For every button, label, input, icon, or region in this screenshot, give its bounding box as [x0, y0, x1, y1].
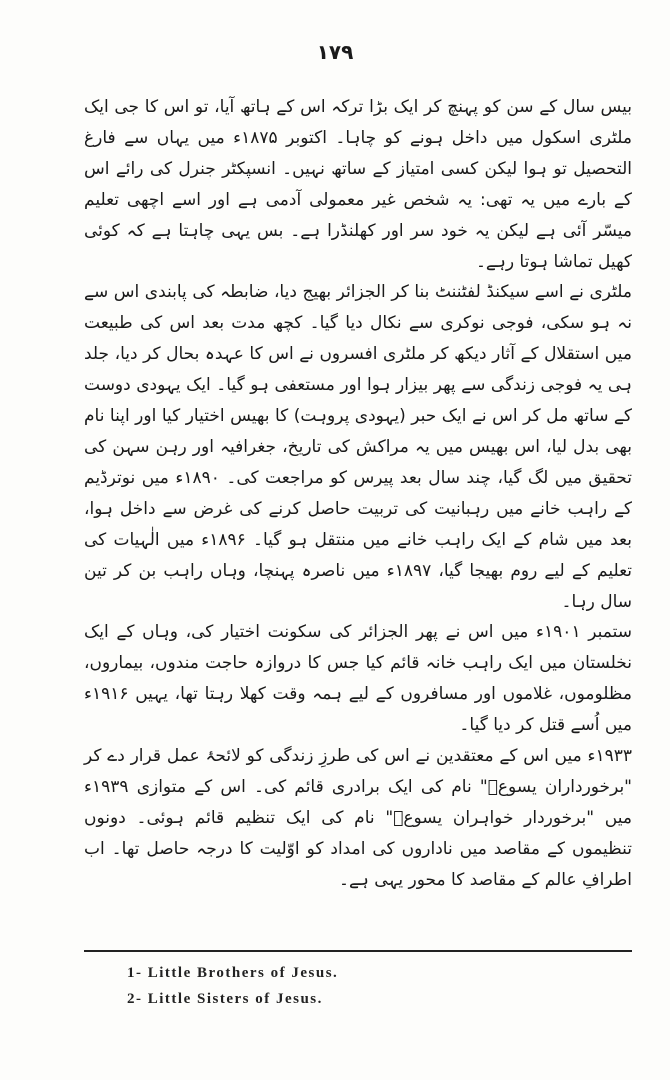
page-number: ۱۷۹ — [316, 40, 354, 64]
paragraph-1: بیس سال کے سن کو پہنچ کر ایک بڑا ترکہ اس کے ہاتھ آیا، تو اس کا جی ایک ملٹری اسکول میں داخل ہونے کو چاہا۔ اکتوبر ۱۸۷۵ء میں یہاں سے فارغ التحصیل تو ہوا لیکن کسی امتیاز کے ساتھ نہیں۔ انسپکٹر جنرل کی رائے اس کے بارے میں یہ تھی: یہ شخص غیر معمولی آدمی ہے اور اسے اچھی تعلیم میسّر آئی ہے لیکن یہ خود سر اور کھلنڈرا ہے۔ بس یہی چاہتا ہے کہ کوئی کھیل تماشا ہوتا رہے۔ — [84, 97, 632, 272]
footnotes — [127, 960, 338, 1012]
paragraph-4: ۱۹۳۳ء میں اس کے معتقدین نے اس کی طرزِ زندگی کو لائحۂ عمل قرار دے کر "برخورداران یسوعؑ" نام کی ایک برادری قائم کی۔ اس کے متوازی ۱۹۳۹ء میں "برخوردار خواہران یسوعؑ" نام کی ایک تنظیم قائم ہوئی۔ دونوں تنظیموں کے مقاصد میں ناداروں کی امداد کو اوّلیت کا درجہ حاصل تھا۔ اب اطرافِ عالم کے مقاصد کا محور یہی ہے۔ — [84, 746, 632, 890]
paragraph-3: ستمبر ۱۹۰۱ء میں اس نے پھر الجزائر کی سکونت اختیار کی، وہاں کے ایک نخلستان میں ایک راہب خانہ قائم کیا جس کا دروازہ حاجت مندوں، بیماروں، مظلوموں، غلاموں اور مسافروں کے لیے ہمہ وقت کھلا رہتا تھا، یہیں ۱۹۱۶ء میں اُسے قتل کر دیا گیا۔ — [84, 622, 632, 736]
paragraph-2: ملٹری نے اسے سیکنڈ لفٹننٹ بنا کر الجزائر بھیج دیا، ضابطہ کی پابندی اس سے نہ ہو سکی، فوجی نوکری سے نکال دیا گیا۔ کچھ مدت بعد اس کی طبیعت میں استقلال کے آثار دیکھ کر ملٹری افسروں نے اس کا عہدہ بحال کر دیا، جلد ہی یہ فوجی زندگی سے پھر بیزار ہوا اور مستعفی ہو گیا۔ ایک یہودی دوست کے ساتھ مل کر اس نے ایک حبر (یہودی پروہت) کا بھیس اختیار کیا اور اپنا نام بھی بدل لیا، اس بھیس میں یہ مراکش کی تاریخ، جغرافیہ اور رہن سہن کی تحقیق میں لگ گیا، چند سال بعد پیرس کو مراجعت کی۔ ۱۸۹۰ء میں نوترڈیم کے راہب خانے میں رہبانیت کی تربیت حاصل کرنے کی غرض سے داخل ہوا، بعد میں شام کے ایک راہب خانے میں منتقل ہو گیا۔ ۱۸۹۶ء میں الٰہیات کی تعلیم کے لیے روم بھیجا گیا، ۱۸۹۷ء میں ناصرہ پہنچا، وہاں راہب بن کر تین سال رہا۔ — [84, 282, 633, 612]
body-text — [84, 92, 632, 896]
footnote-2: 2- Little Sisters of Jesus. — [127, 991, 323, 1007]
footnote-divider — [84, 950, 632, 952]
footnote-1: 1- Little Brothers of Jesus. — [127, 965, 339, 981]
